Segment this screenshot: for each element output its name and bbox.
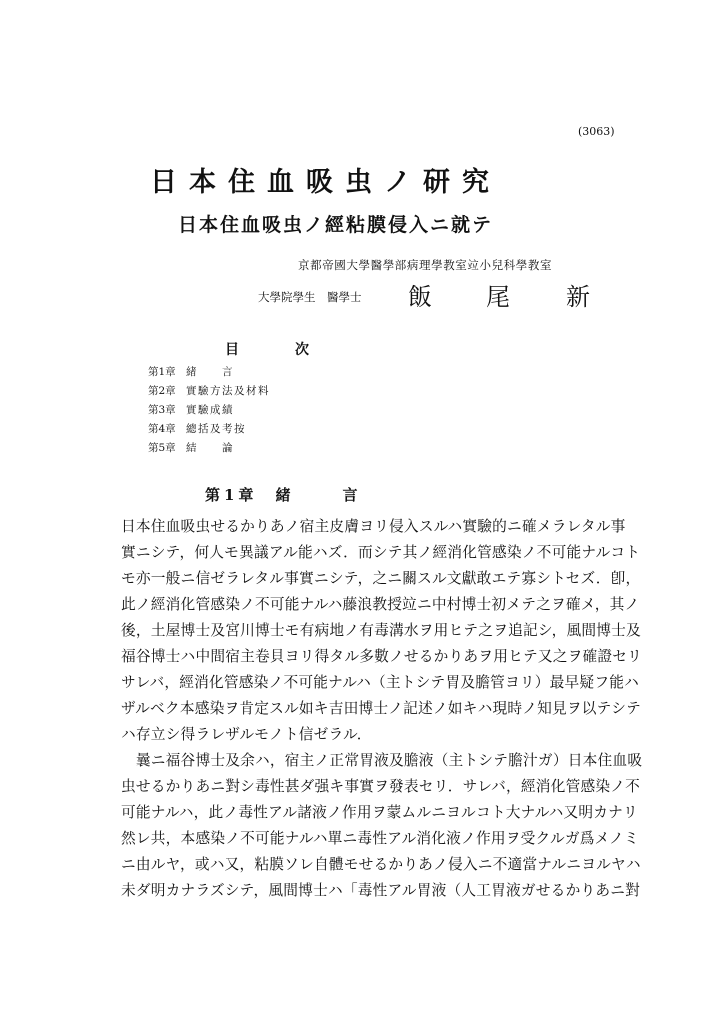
toc-item-title: 緒 言 — [186, 366, 234, 378]
toc-item-title: 實驗成績 — [186, 404, 234, 416]
toc-item-title: 結 論 — [186, 442, 234, 454]
main-title: 日本住血吸虫ノ研究 — [150, 167, 501, 198]
page-number: (3063) — [578, 125, 615, 138]
body-line: 實ニシテ，何人モ異議アル能ハズ．而シテ其ノ經消化管感染ノ不可能ナルコト — [121, 544, 641, 561]
toc-item-title: 實驗方法及材料 — [186, 385, 270, 397]
chapter-heading — [205, 484, 409, 505]
body-line: サレバ，經消化管感染ノ不可能ナルハ（主トシテ胃及膽管ヨリ）最早疑フ能ハ — [121, 674, 639, 691]
body-line: モ亦一般ニ信ゼラレタル事實ニシテ，之ニ關スル文獻敢エテ寡シトセズ．卽， — [121, 570, 641, 587]
subtitle: 日本住血吸虫ノ經粘膜侵入ニ就テ — [178, 214, 494, 236]
body-line: 未ダ明カナラズシテ，風間博士ハ「毒性アル胃液（人工胃液ガせるかりあニ對 — [121, 882, 641, 899]
body-line: 可能ナルハ，此ノ毒性アル諸液ノ作用ヲ蒙ムルニヨルコト大ナルハ又明カナリ — [121, 804, 638, 821]
toc-item-number: 第1章 — [148, 366, 176, 378]
author-degree: 大學院學生 醫學士 — [258, 290, 362, 304]
body-line: ニ由ルヤ，或ハ又，粘膜ソレ自體モせるかりあノ侵入ニ不適當ナルニヨルヤハ — [121, 856, 641, 873]
table-of-contents — [148, 364, 270, 459]
toc-item-number: 第2章 — [148, 385, 176, 397]
body-line: 曩ニ福谷博士及余ハ，宿主ノ正常胃液及膽液（主トシテ膽汁ガ）日本住血吸 — [121, 752, 643, 769]
author-affiliation: 京都帝國大學醫學部病理學教室竝小兒科學教室 — [298, 258, 553, 272]
body-line: 虫せるかりあニ對シ毒性甚ダ强キ事實ヲ發表セリ．サレバ，經消化管感染ノ不 — [121, 778, 641, 795]
toc-heading — [225, 339, 309, 359]
toc-heading-char: 目 — [225, 342, 239, 358]
author-name — [408, 277, 590, 312]
body-line: 後，土屋博士及宮川博士モ有病地ノ有毒溝水ヲ用ヒテ之ヲ追記シ，風間博士及 — [121, 622, 641, 639]
toc-item — [148, 383, 270, 402]
toc-item — [148, 402, 270, 421]
toc-item-number: 第5章 — [148, 442, 176, 454]
body-text — [121, 514, 643, 904]
body-line: ザルベク本感染ヲ肯定スル如キ吉田博士ノ記述ノ如キハ現時ノ知見ヲ以テシテ — [121, 700, 642, 717]
toc-item — [148, 364, 270, 383]
toc-item-number: 第4章 — [148, 423, 176, 435]
body-line: 然レ共，本感染ノ不可能ナルハ單ニ毒性アル消化液ノ作用ヲ受クルガ爲メノミ — [121, 830, 639, 847]
body-line: 此ノ經消化管感染ノ不可能ナルハ藤浪教授竝ニ中村博士初メテ之ヲ確メ，其ノ — [121, 596, 640, 613]
toc-item — [148, 421, 270, 440]
toc-heading-char: 次 — [295, 342, 309, 358]
toc-item-title: 總括及考按 — [186, 423, 246, 435]
toc-item — [148, 440, 270, 459]
author-name-char: 尾 — [486, 283, 510, 311]
author-name-char: 新 — [566, 283, 590, 311]
body-line: 福谷博士ハ中間宿主卷貝ヨリ得タル多數ノせるかりあヲ用ヒテ又之ヲ確證セリ — [121, 648, 643, 665]
author-name-char: 飯 — [408, 283, 432, 311]
body-line: 日本住血吸虫せるかりあノ宿主皮膚ヨリ侵入スルハ實驗的ニ確メラレタル事 — [121, 518, 626, 535]
chapter-title: 緒言 — [275, 486, 410, 504]
body-line: ハ存立シ得ラレザルモノト信ゼラル． — [121, 726, 372, 743]
chapter-number: 第1章 — [205, 486, 258, 504]
toc-item-number: 第3章 — [148, 404, 176, 416]
